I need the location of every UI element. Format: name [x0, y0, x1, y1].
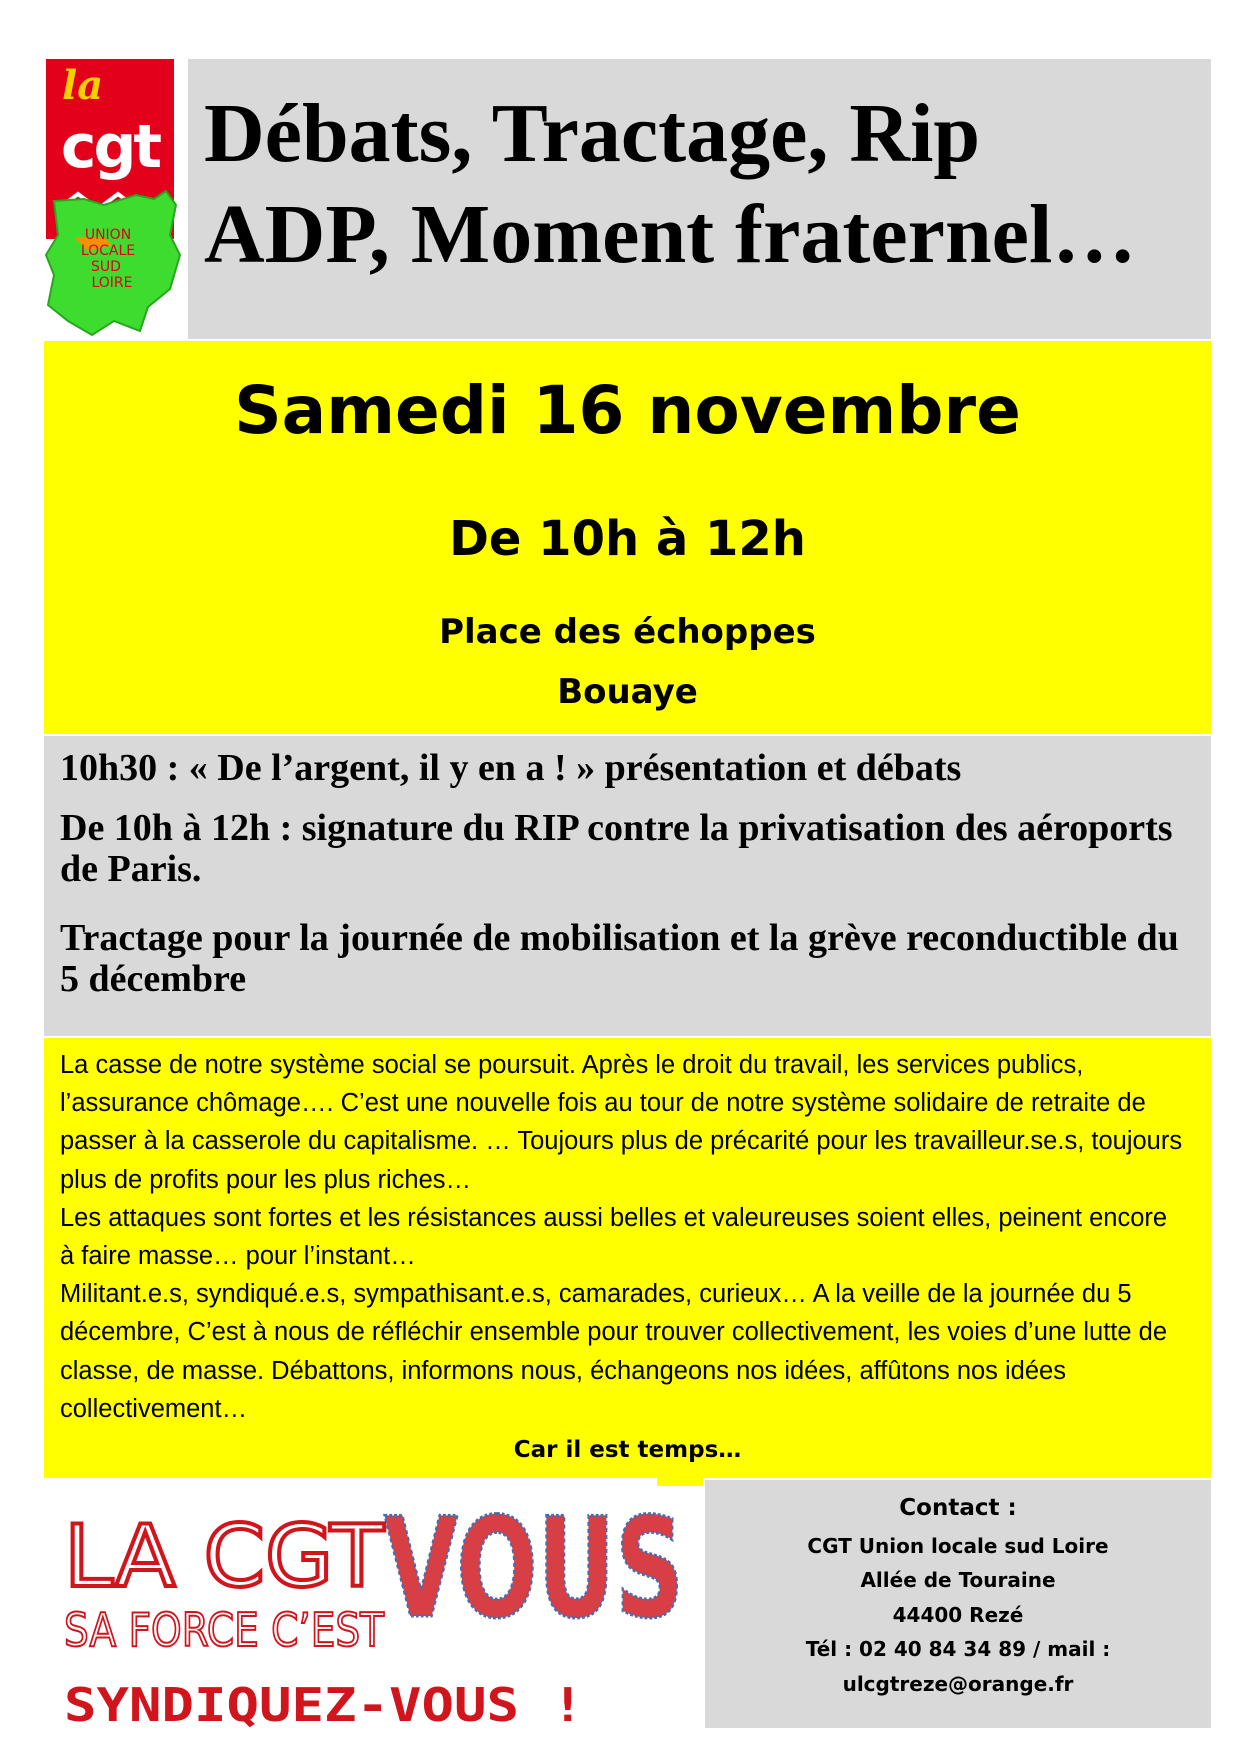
slogan-syndiquez: SYNDIQUEZ-VOUS ! [64, 1678, 584, 1732]
event-time: De 10h à 12h [449, 511, 806, 567]
slogan-graphic [44, 1486, 704, 1736]
cgt-logo-graphic [44, 59, 186, 339]
syndiquez-vous-banner [44, 1486, 704, 1736]
body-closing: Car il est temps… [513, 1437, 742, 1463]
contact-postal: 44400 Rezé [892, 1603, 1024, 1627]
body-paragraph-3: Militant.e.s, syndiqué.e.s, sympathisant.e.s, camarades, curieux… A la veille de la journée du 5 décembre, C’est à nous de réfléchir ensemble pour trouver collectivement, les voies d’une lutte de classe, de masse. Débattons, informons nous, échangeons nos idées, affûtons nos idées collectivement… [60, 1280, 1167, 1423]
logo-union-line-2: LOCALE [80, 243, 136, 259]
title-panel [188, 59, 1211, 339]
body-paragraph-1: La casse de notre système social se poursuit. Après le droit du travail, les services publics, l’assurance chômage…. C’est une nouvelle fois au tour de notre système solidaire de retraite de passer à la casserole du capitalisme. … Toujours plus de précarité pour les travailleur.se.s, toujours plus de profits pour les plus riches… [60, 1051, 1183, 1194]
program-item: 10h30 : « De l’argent, il y en a ! » présentation et débats [60, 747, 962, 789]
body-text [60, 1046, 1183, 1428]
body-panel [44, 1038, 1211, 1478]
title-line-2: ADP, Moment fraternel… [204, 188, 1137, 281]
event-date: Samedi 16 novembre [234, 372, 1021, 449]
program-item: Tractage pour la journée de mobilisation et la grève reconductible du 5 décembre [60, 917, 1179, 1000]
cgt-union-locale-logo [44, 59, 186, 339]
logo-la-script: la [62, 62, 104, 109]
slogan-vous: VOUS [384, 1488, 684, 1649]
contact-phone: Tél : 02 40 84 34 89 / mail : [805, 1637, 1111, 1661]
slogan-force: SA FORCE C’EST [64, 1603, 385, 1657]
event-city: Bouaye [557, 672, 698, 712]
title-line-1: Débats, Tractage, Rip [204, 87, 981, 180]
contact-org: CGT Union locale sud Loire [807, 1534, 1109, 1558]
contact-heading: Contact : [899, 1495, 1017, 1521]
slogan-la-cgt: LA CGT [64, 1507, 385, 1607]
contact-email-link[interactable]: ulcgtreze@orange.fr [842, 1672, 1074, 1696]
event-panel [44, 341, 1211, 734]
body-paragraph-2: Les attaques sont fortes et les résistances aussi belles et valeureuses soient elles, peinent encore à faire masse… pour l’instant… [60, 1203, 1168, 1271]
program-item: De 10h à 12h : signature du RIP contre la privatisation des aéroports de Paris. [60, 807, 1173, 890]
event-place: Place des échoppes [439, 612, 816, 652]
logo-union-line-1: UNION [84, 227, 132, 243]
logo-cgt-text: cgt [60, 112, 160, 182]
contact-street: Allée de Touraine [860, 1568, 1056, 1592]
program-panel [44, 736, 1211, 1036]
logo-union-line-4: LOIRE [91, 275, 133, 291]
contact-panel [705, 1480, 1211, 1728]
logo-union-line-3: SUD [91, 259, 121, 275]
